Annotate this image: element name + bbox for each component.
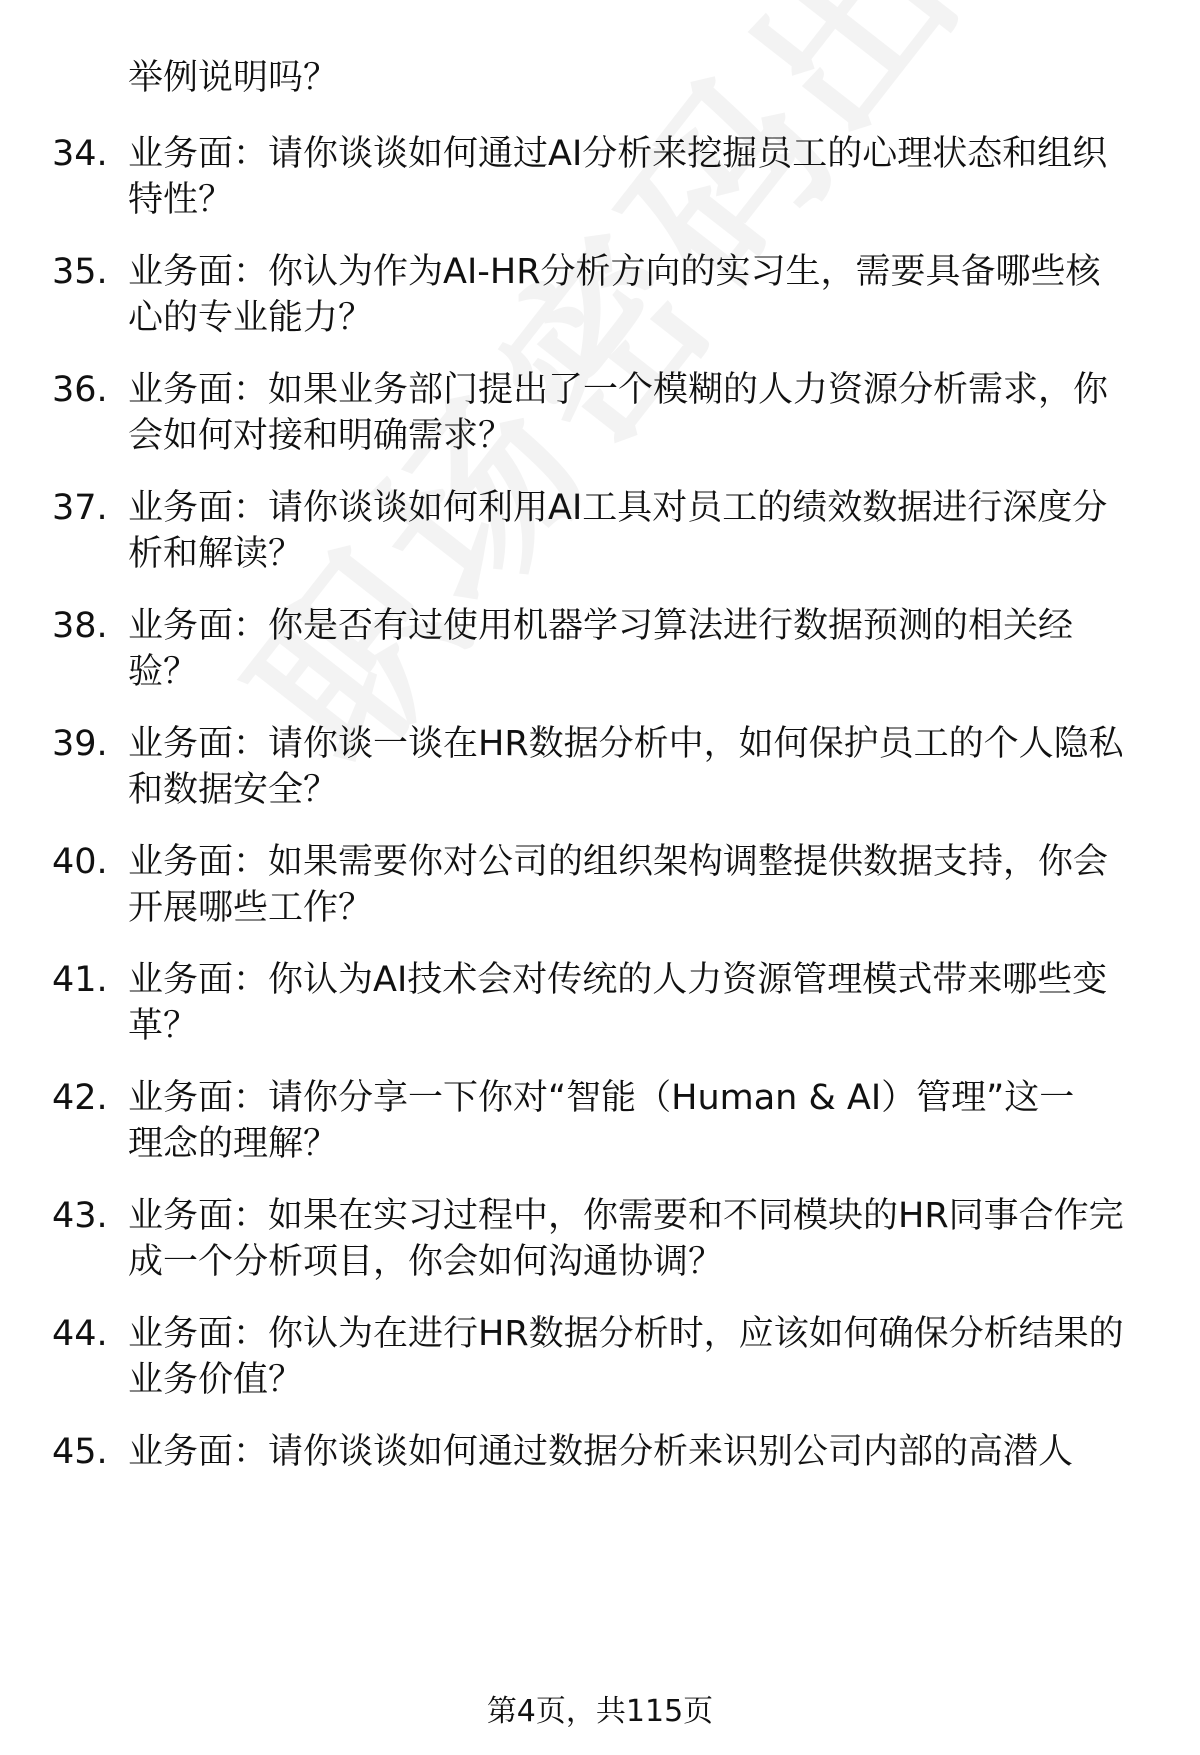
question-line: 业务面：请你谈谈如何利用AI工具对员工的绩效数据进行深度分	[128, 488, 1108, 528]
question-line: 业务面：你是否有过使用机器学习算法进行数据预测的相关经	[128, 606, 1074, 646]
question-number: 45.	[52, 1432, 108, 1472]
question-line: 和数据安全？	[128, 770, 339, 810]
question-number: 44.	[52, 1314, 108, 1354]
question-line: 业务面：如果业务部门提出了一个模糊的人力资源分析需求，你	[128, 370, 1109, 410]
question-line: 析和解读？	[128, 534, 304, 574]
question-number: 40.	[52, 842, 108, 882]
question-line: 业务面：请你分享一下你对“智能（Human & AI）管理”这一	[128, 1078, 1075, 1118]
question-line: 验？	[128, 652, 199, 692]
question-line: 理念的理解？	[128, 1124, 339, 1164]
question-line: 业务面：请你谈谈如何通过AI分析来挖掘员工的心理状态和组织	[128, 134, 1108, 174]
question-line: 业务面：你认为AI技术会对传统的人力资源管理模式带来哪些变	[128, 960, 1108, 1000]
question-number: 34.	[52, 134, 108, 174]
question-number: 43.	[52, 1196, 108, 1236]
question-line: 业务面：你认为在进行HR数据分析时，应该如何确保分析结果的	[128, 1314, 1124, 1354]
question-line: 业务面：请你谈谈如何通过数据分析来识别公司内部的高潜人	[128, 1432, 1074, 1472]
question-number: 42.	[52, 1078, 108, 1118]
question-line: 业务面：如果需要你对公司的组织架构调整提供数据支持，你会	[128, 842, 1109, 882]
question-line: 革？	[128, 1006, 199, 1046]
question-line: 业务面：如果在实习过程中，你需要和不同模块的HR同事合作完	[128, 1196, 1124, 1236]
question-line: 开展哪些工作？	[128, 888, 374, 928]
question-line: 成一个分析项目，你会如何沟通协调？	[128, 1242, 724, 1282]
question-line: 举例说明吗？	[128, 58, 339, 98]
question-number: 39.	[52, 724, 108, 764]
question-number: 36.	[52, 370, 108, 410]
question-line: 心的专业能力？	[128, 298, 374, 338]
page-footer: 第4页，共115页	[486, 1694, 714, 1729]
question-line: 业务价值？	[128, 1360, 304, 1400]
question-line: 业务面：你认为作为AI-HR分析方向的实习生，需要具备哪些核	[128, 252, 1101, 292]
question-line: 会如何对接和明确需求？	[128, 416, 514, 456]
question-number: 35.	[52, 252, 108, 292]
question-number: 41.	[52, 960, 108, 1000]
question-line: 业务面：请你谈一谈在HR数据分析中，如何保护员工的个人隐私	[128, 724, 1124, 764]
question-line: 特性？	[128, 180, 234, 220]
question-number: 37.	[52, 488, 108, 528]
question-number: 38.	[52, 606, 108, 646]
